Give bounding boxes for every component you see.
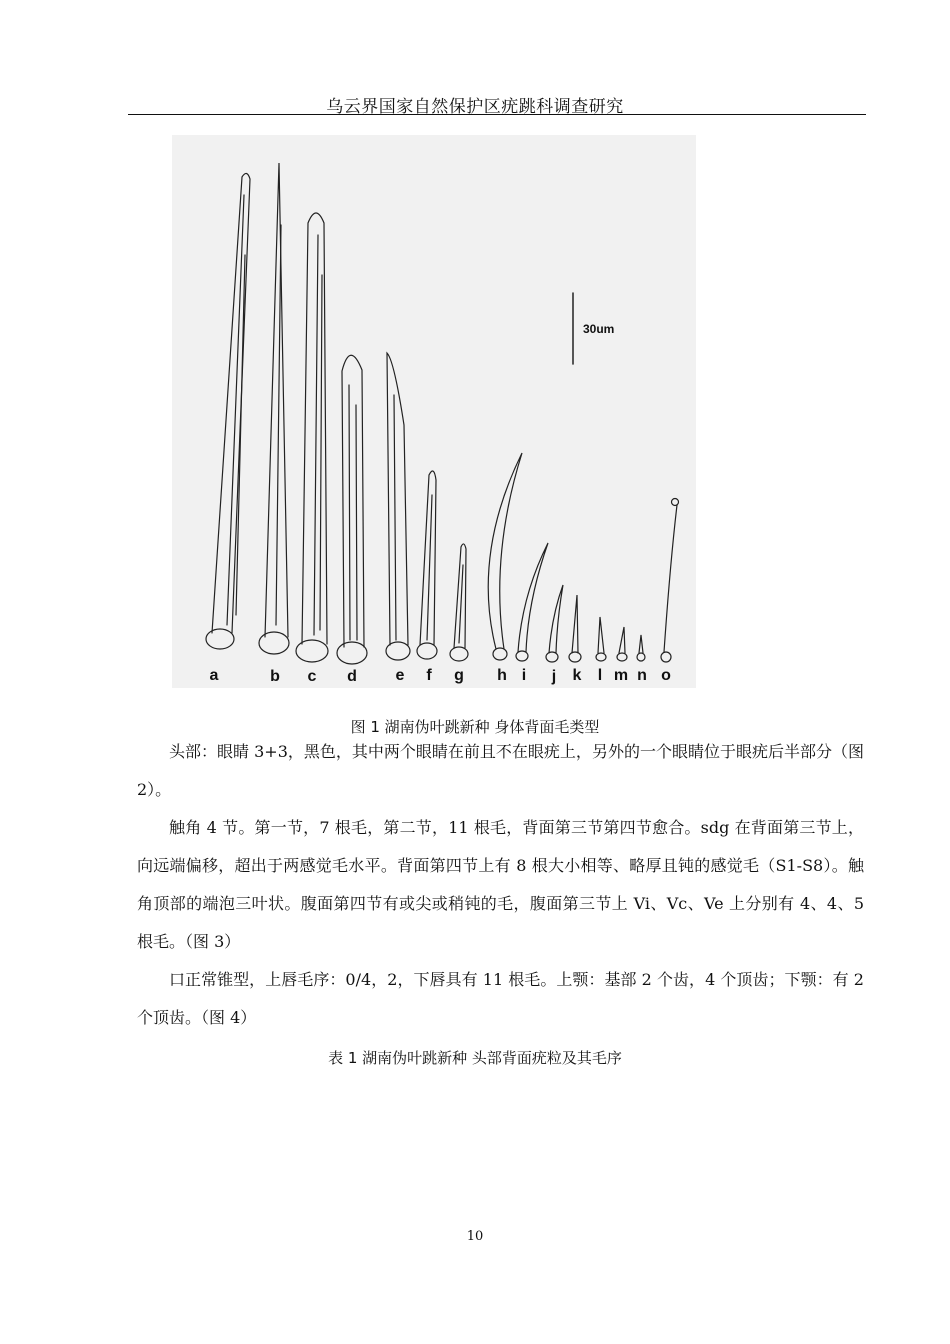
hair-label-l: l: [597, 667, 603, 684]
hair-c-drawing: [296, 213, 328, 662]
hair-k-drawing: [569, 595, 581, 662]
hair-label-f: f: [426, 667, 432, 684]
page-number: 10: [466, 1229, 484, 1244]
hair-l-drawing: [596, 617, 606, 661]
hair-label-i: i: [521, 667, 527, 684]
hair-i-drawing: [516, 543, 548, 661]
hair-a-drawing: [206, 173, 250, 649]
hair-o-drawing: [661, 499, 679, 663]
hair-label-d: d: [347, 668, 357, 685]
scale-bar-label: 30um: [583, 322, 615, 336]
hair-label-e: e: [395, 667, 405, 684]
hair-label-n: n: [637, 667, 647, 684]
figure-hair-types: [172, 135, 696, 688]
hair-f-drawing: [417, 471, 437, 659]
hair-m-drawing: [617, 627, 627, 661]
running-header: 乌云界国家自然保护区疣跳科调查研究: [326, 97, 624, 117]
hair-label-c: c: [307, 668, 317, 685]
paragraph-head: 头部：眼睛 3+3，黑色，其中两个眼睛在前且不在眼疣上，另外的一个眼睛位于眼疣后半部分（图 2）。: [137, 742, 864, 799]
hair-label-k: k: [572, 667, 582, 684]
hair-g-drawing: [450, 544, 468, 661]
hair-label-h: h: [497, 667, 507, 684]
hair-b-drawing: [259, 163, 289, 654]
hair-label-a: a: [209, 667, 219, 684]
hair-label-g: g: [454, 667, 464, 684]
table-caption: 表 1 湖南伪叶跳新种 头部背面疣粒及其毛序: [328, 1049, 622, 1067]
paragraph-mouth: 口正常锥型，上唇毛序：0/4，2，下唇具有 11 根毛。上颚：基部 2 个齿，4 个顶齿；下颚：有 2 个顶齿。（图 4）: [137, 970, 864, 1027]
hair-e-drawing: [386, 353, 410, 660]
hair-h-drawing: [488, 453, 522, 660]
hair-n-drawing: [637, 635, 645, 661]
paragraph-antenna: 触角 4 节。第一节，7 根毛，第二节，11 根毛，背面第三节第四节愈合。sdg 在背面第三节上，向远端偏移，超出于两感觉毛水平。背面第四节上有 8 根大小相等、略厚且钝的感觉毛（S1-S8）。触角顶部的端泡三叶状。腹面第四节有或尖或稍钝的毛，腹面第三节上 Vi、Vc、Ve 上分别有 4、4、5 根毛。（图 3）: [137, 818, 864, 951]
hair-label-b: b: [270, 668, 280, 685]
hair-label-j: j: [551, 668, 557, 685]
hair-d-drawing: [337, 355, 367, 664]
hair-label-o: o: [661, 667, 671, 684]
header-rule: [128, 114, 866, 115]
figure-caption: 图 1 湖南伪叶跳新种 身体背面毛类型: [350, 718, 600, 736]
hair-illustration: [172, 135, 696, 688]
hair-j-drawing: [546, 585, 563, 662]
hair-label-m: m: [613, 667, 629, 684]
